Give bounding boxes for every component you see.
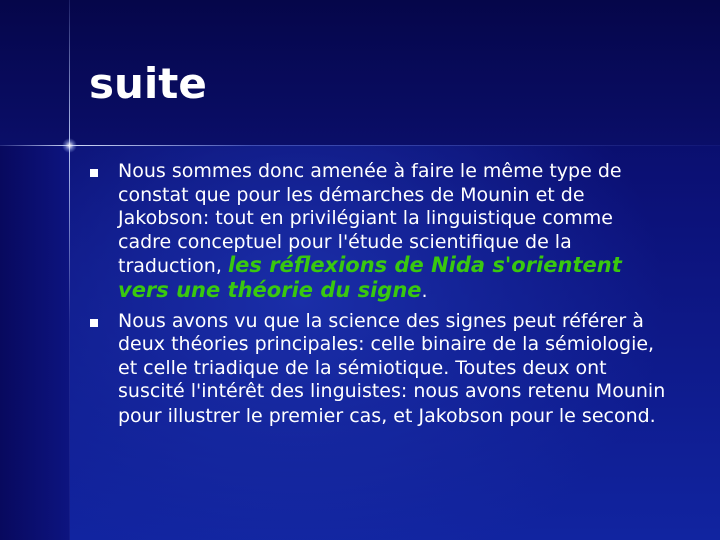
- bullet-item-1: [90, 160, 670, 304]
- bullet-2-text: Nous avons vu que la science des signes peut référer à deux théories principales: celle binaire de la sémiologie, et celle triadique de la sémiotique. Toutes deux ont suscité l'intérêt des linguistes: nous avons retenu Mounin pour illustrer le premier cas, et Jakobson pour le second.: [118, 309, 666, 427]
- bullet-1-text: Nous sommes donc amenée à faire le même type de constat que pour les démarches de Mounin et de Jakobson: tout en privilégiant la linguistique comme cadre conceptuel pour l'étude scientifique de la traduction,: [118, 160, 622, 278]
- sparkle-icon: [62, 138, 77, 153]
- bullet-1-text-end: .: [421, 279, 428, 302]
- vertical-accent-line: [69, 0, 70, 540]
- square-bullet-icon: [90, 319, 98, 327]
- slide-title: suite: [89, 59, 207, 108]
- horizontal-accent-line: [0, 145, 720, 146]
- left-band: [0, 145, 70, 540]
- square-bullet-icon: [90, 169, 98, 177]
- bullet-1-emphasis: les réflexions de Nida s'orientent vers une théorie du signe: [118, 253, 622, 302]
- bullet-list: [90, 160, 670, 429]
- bullet-item-2: [90, 310, 670, 429]
